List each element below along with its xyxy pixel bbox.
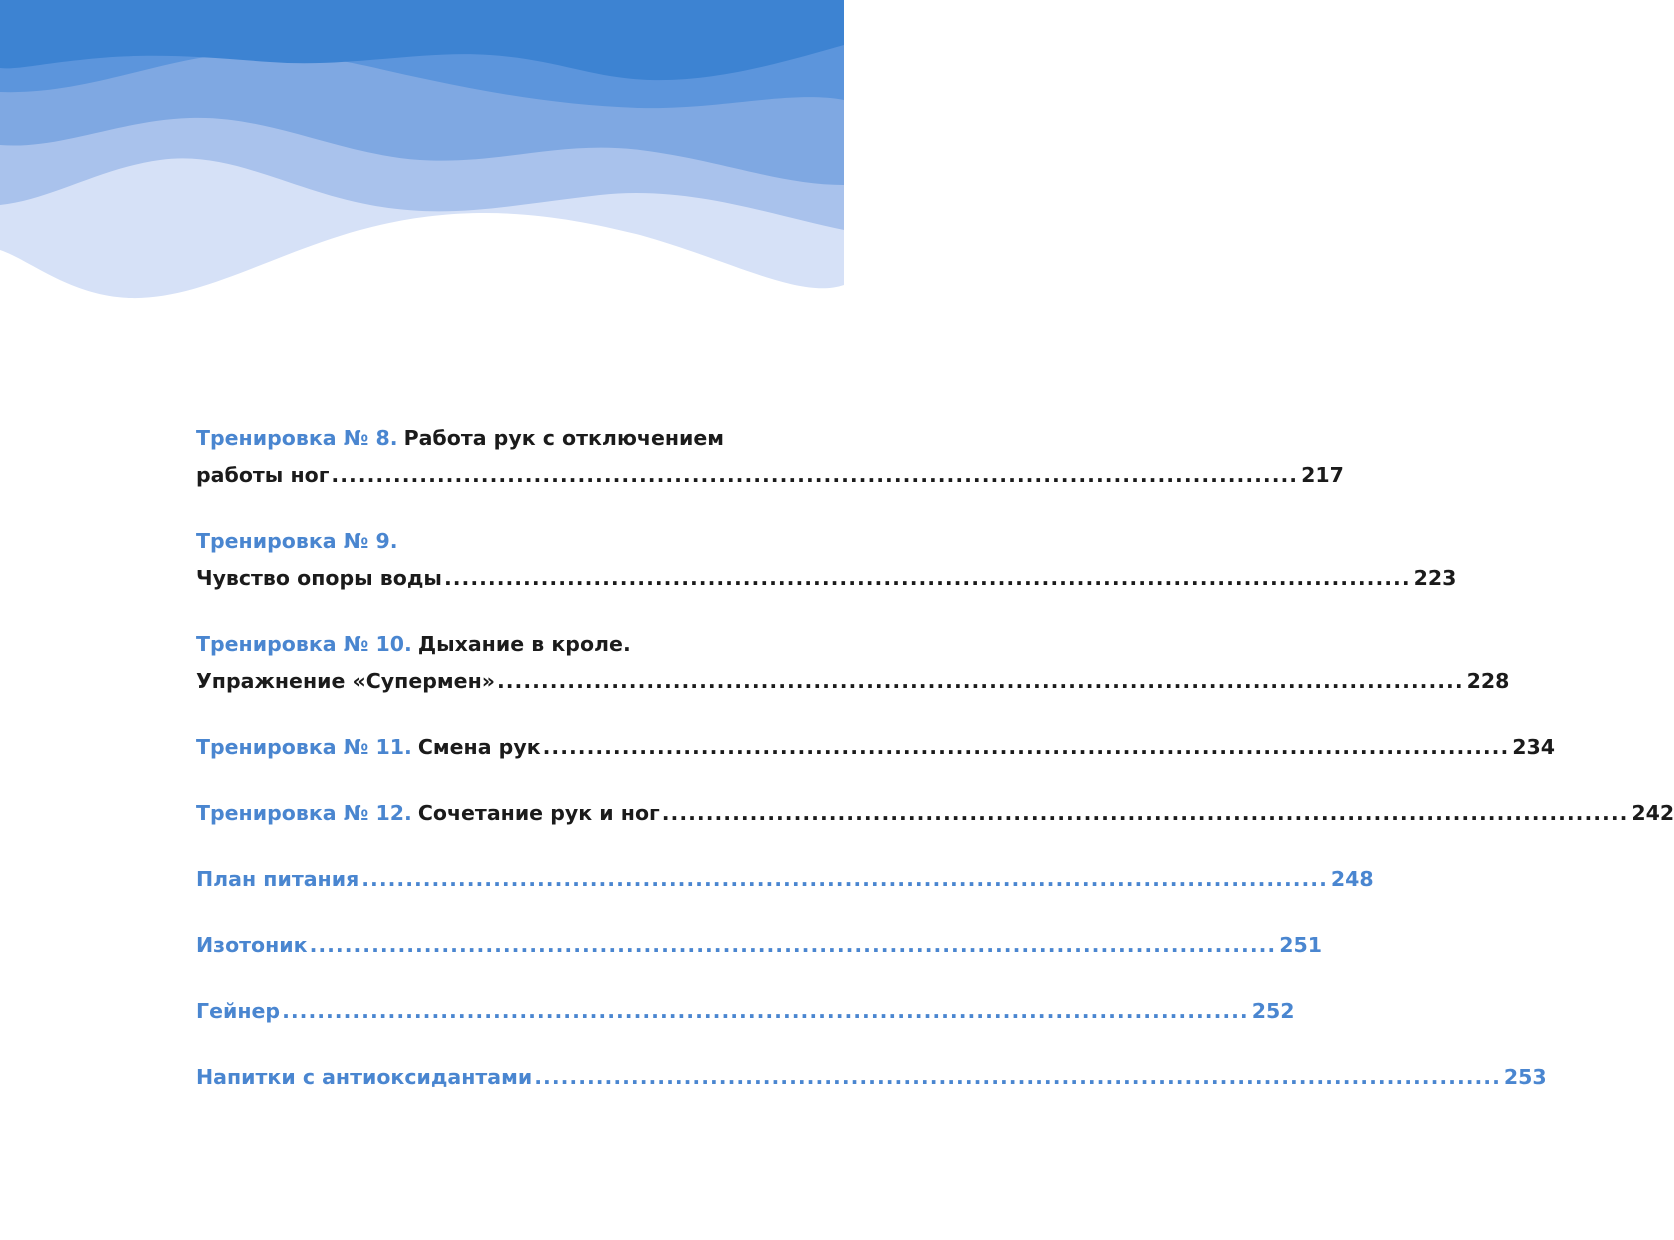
- toc-line: [196, 861, 1374, 898]
- toc-entry-title: Смена рук: [417, 735, 541, 759]
- toc-entry-prefix: Тренировка № 10.: [196, 632, 412, 656]
- toc-page-number: 253: [1503, 1065, 1547, 1089]
- toc-entry-training-12[interactable]: [196, 795, 1674, 832]
- toc-entry-title: Чувство опоры воды: [196, 566, 442, 590]
- toc-entry-training-9[interactable]: [196, 523, 1457, 597]
- toc-page-number: 223: [1413, 566, 1457, 590]
- toc-line: [196, 993, 1295, 1030]
- toc-entry-title: работы ног: [196, 463, 330, 487]
- toc-entry-prefix: Тренировка № 11.: [196, 735, 412, 759]
- dot-leader: ..............................................................................................................: [496, 669, 1464, 693]
- toc-line: [196, 729, 1556, 766]
- toc-entry-gainer[interactable]: [196, 993, 1295, 1030]
- toc-line: [196, 560, 1457, 597]
- toc-entry-prefix: Тренировка № 9.: [196, 529, 398, 553]
- toc-entry-title: План питания: [196, 867, 360, 891]
- toc-entry-training-8[interactable]: [196, 420, 1344, 494]
- toc-page-number: 252: [1251, 999, 1295, 1023]
- toc-page-number: 251: [1279, 933, 1322, 957]
- toc-page-number: 248: [1330, 867, 1374, 891]
- dot-leader: ..............................................................................................................: [282, 999, 1249, 1023]
- dot-leader: ..............................................................................................................: [331, 463, 1299, 487]
- toc-line: [196, 927, 1322, 964]
- table-of-contents: [196, 420, 1674, 1096]
- toc-line: [196, 523, 721, 560]
- toc-entry-training-10[interactable]: [196, 626, 1510, 700]
- wave-header-decoration: [0, 0, 844, 310]
- dot-leader: ..............................................................................................................: [361, 867, 1328, 891]
- toc-entry-title: Дыхание в кроле.: [417, 632, 631, 656]
- toc-entry-training-11[interactable]: [196, 729, 1556, 766]
- toc-line: [196, 1059, 1547, 1096]
- toc-page-number: 217: [1301, 463, 1344, 487]
- toc-entry-prefix: Тренировка № 12.: [196, 801, 412, 825]
- toc-entry-nutrition-plan[interactable]: [196, 861, 1374, 898]
- dot-leader: ..............................................................................................................: [661, 801, 1629, 825]
- dot-leader: ..............................................................................................................: [534, 1065, 1501, 1089]
- dot-leader: ..............................................................................................................: [309, 933, 1277, 957]
- toc-line: [196, 457, 1344, 494]
- toc-page-number: 228: [1466, 669, 1510, 693]
- toc-entry-title: Упражнение «Супермен»: [196, 669, 495, 693]
- toc-entry-title: Гейнер: [196, 999, 281, 1023]
- toc-line: [196, 795, 1674, 832]
- toc-entry-antioxidant-drinks[interactable]: [196, 1059, 1547, 1096]
- toc-page-number: 234: [1512, 735, 1556, 759]
- dot-leader: ..............................................................................................................: [542, 735, 1510, 759]
- toc-line: [196, 663, 1510, 700]
- toc-entry-prefix: Тренировка № 8.: [196, 426, 398, 450]
- toc-entry-title: Работа рук с отключением: [403, 426, 725, 450]
- toc-line: [196, 626, 721, 663]
- toc-line: [196, 420, 725, 457]
- toc-page-number: 242: [1631, 801, 1674, 825]
- toc-entry-title: Изотоник: [196, 933, 308, 957]
- dot-leader: ..............................................................................................................: [443, 566, 1411, 590]
- toc-entry-isotonic[interactable]: [196, 927, 1322, 964]
- toc-entry-title: Сочетание рук и ног: [417, 801, 660, 825]
- toc-entry-title: Напитки с антиоксидантами: [196, 1065, 533, 1089]
